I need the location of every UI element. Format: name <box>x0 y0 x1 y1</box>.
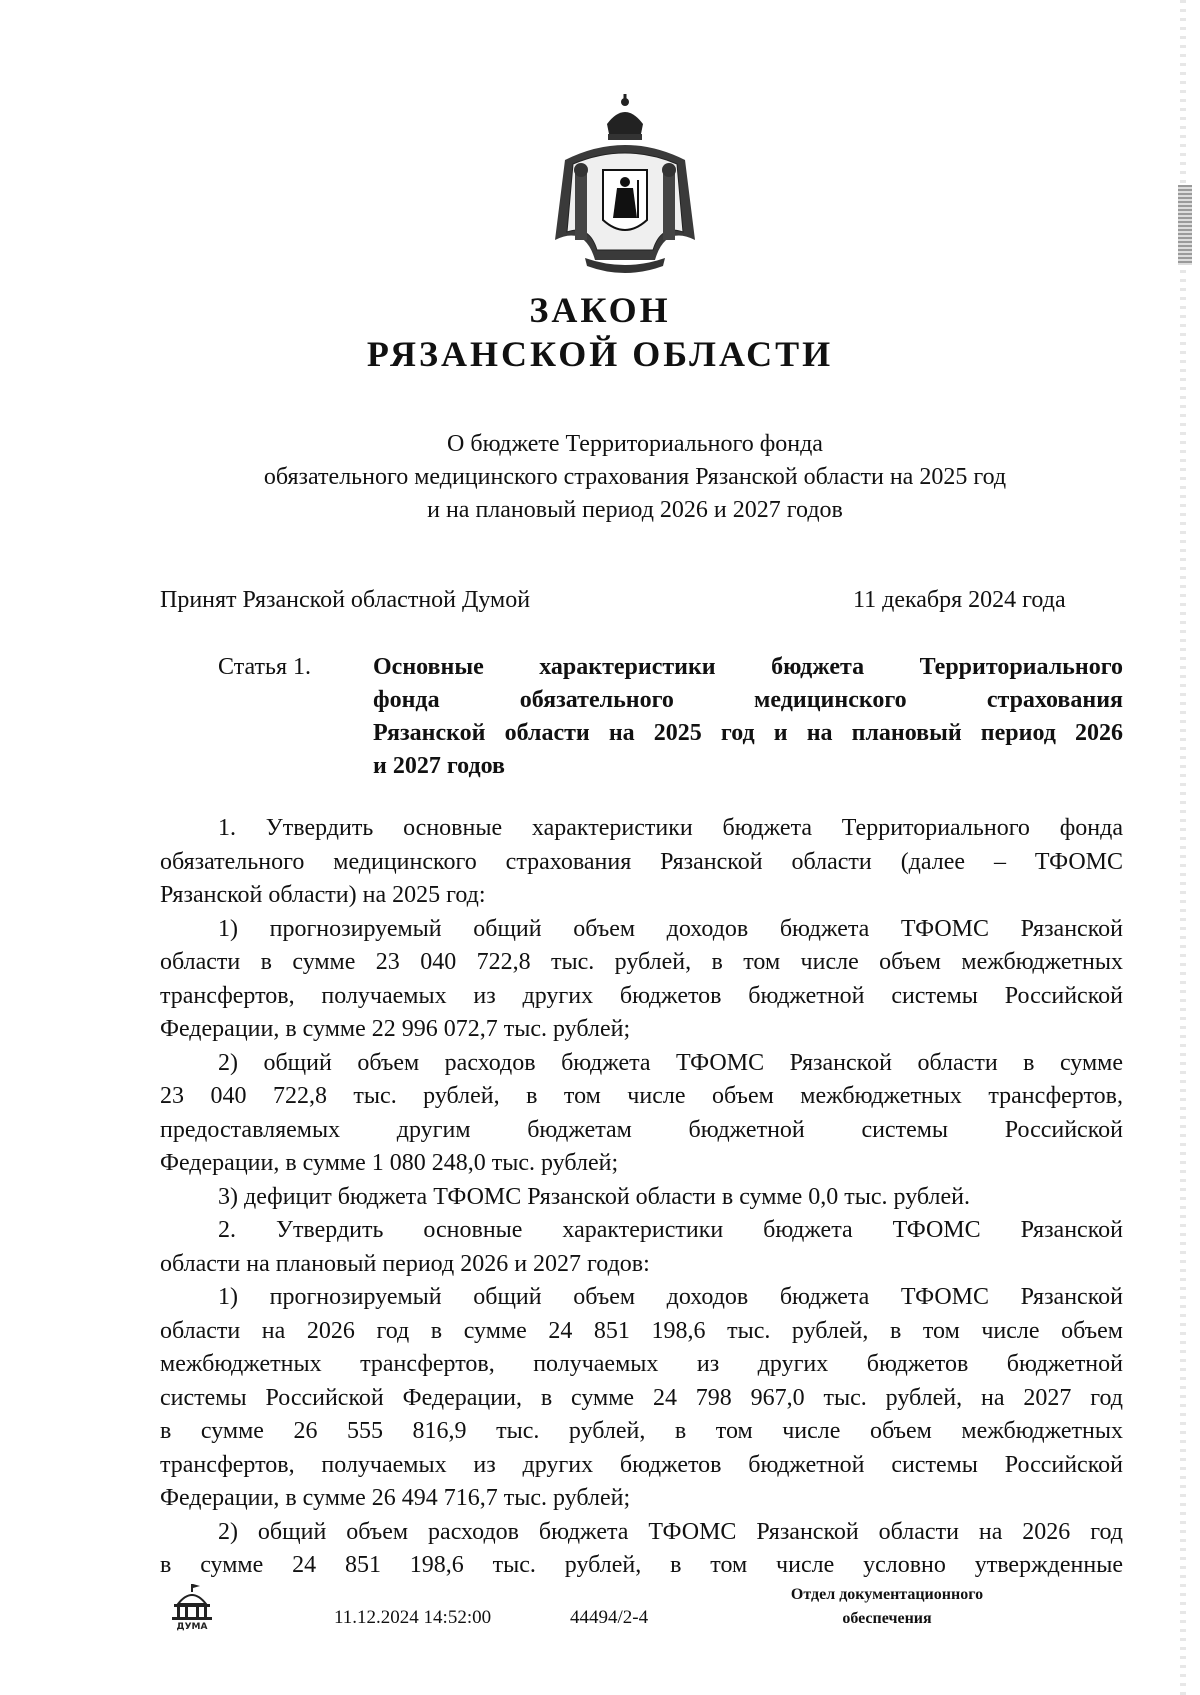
body-line: 23 040 722,8 тыс. рублей, в том числе объем межбюджетных трансфертов, <box>160 1083 1123 1109</box>
article-title-line: Основные характеристики бюджета Территориального <box>373 654 1123 680</box>
article-label: Статья 1. <box>218 654 311 680</box>
body-line: в сумме 26 555 816,9 тыс. рублей, в том числе объем межбюджетных <box>160 1418 1123 1444</box>
article-title-line: фонда обязательного медицинского страхования <box>373 687 1123 713</box>
body-line: Федерации, в сумме 22 996 072,7 тыс. рублей; <box>160 1016 631 1042</box>
body-line: области в сумме 23 040 722,8 тыс. рублей, в том числе объем межбюджетных <box>160 949 1123 975</box>
law-subtitle <box>150 428 1120 527</box>
article-title-line: Рязанской области на 2025 год и на плановый период 2026 <box>373 720 1123 746</box>
subtitle-line: и на плановый период 2026 и 2027 годов <box>427 497 843 523</box>
body-line: 2) общий объем расходов бюджета ТФОМС Рязанской области на 2026 год <box>218 1518 1123 1545</box>
adopted-by: Принят Рязанской областной Думой <box>160 587 531 613</box>
body-line: межбюджетных трансфертов, получаемых из других бюджетов бюджетной <box>160 1351 1123 1377</box>
footer-department-line: обеспечения <box>842 1610 932 1627</box>
article-title <box>373 651 1123 783</box>
scan-marker-artifact <box>1178 185 1192 265</box>
body-line: трансфертов, получаемых из других бюджетов бюджетной системы Российской <box>160 982 1123 1009</box>
law-region-title: РЯЗАНСКОЙ ОБЛАСТИ <box>366 334 834 374</box>
body-line: трансфертов, получаемых из других бюджетов бюджетной системы Российской <box>160 1451 1123 1478</box>
body-line: системы Российской Федерации, в сумме 24 798 967,0 тыс. рублей, на 2027 год <box>160 1384 1123 1411</box>
footer-department-line: Отдел документационного <box>790 1586 984 1603</box>
body-line: 1. Утвердить основные характеристики бюджета Территориального фонда <box>218 815 1123 841</box>
body-line: 3) дефицит бюджета ТФОМС Рязанской области в сумме 0,0 тыс. рублей. <box>218 1183 970 1210</box>
coat-of-arms-emblem <box>545 90 705 280</box>
body-line: области на плановый период 2026 и 2027 годов: <box>160 1250 650 1277</box>
duma-logo-icon <box>168 1582 216 1632</box>
body-line: предоставляемых другим бюджетам бюджетной системы Российской <box>160 1116 1123 1143</box>
body-line: области на 2026 год в сумме 24 851 198,6 тыс. рублей, в том числе объем <box>160 1317 1123 1344</box>
body-line: 1) прогнозируемый общий объем доходов бюджета ТФОМС Рязанской <box>218 1284 1123 1310</box>
footer-doc-number: 44494/2-4 <box>570 1607 649 1628</box>
body-line: обязательного медицинского страхования Рязанской области (далее – ТФОМС <box>160 848 1123 875</box>
body-line: 2. Утвердить основные характеристики бюджета ТФОМС Рязанской <box>218 1217 1123 1243</box>
subtitle-line: обязательного медицинского страхования Рязанской области на 2025 год <box>263 464 1007 490</box>
body-line: Рязанской области) на 2025 год: <box>160 882 486 908</box>
body-line: 2) общий объем расходов бюджета ТФОМС Рязанской области в сумме <box>218 1049 1123 1076</box>
law-title: ЗАКОН <box>529 290 671 330</box>
body-line: в сумме 24 851 198,6 тыс. рублей, в том числе условно утвержденные <box>160 1552 1123 1578</box>
crown-icon <box>607 94 643 140</box>
body-line: 1) прогнозируемый общий объем доходов бюджета ТФОМС Рязанской <box>218 915 1123 942</box>
duma-logo-text: ДУМА <box>176 1622 208 1632</box>
footer-timestamp: 11.12.2024 14:52:00 <box>334 1607 492 1628</box>
footer-department <box>742 1583 1032 1631</box>
body-line: Федерации, в сумме 1 080 248,0 тыс. рублей; <box>160 1150 619 1176</box>
subtitle-line: О бюджете Территориального фонда <box>447 431 823 457</box>
adopted-date: 11 декабря 2024 года <box>853 587 1066 613</box>
body-line: Федерации, в сумме 26 494 716,7 тыс. рублей; <box>160 1485 631 1511</box>
article-body <box>160 812 1123 1583</box>
article-title-line: и 2027 годов <box>373 753 505 779</box>
